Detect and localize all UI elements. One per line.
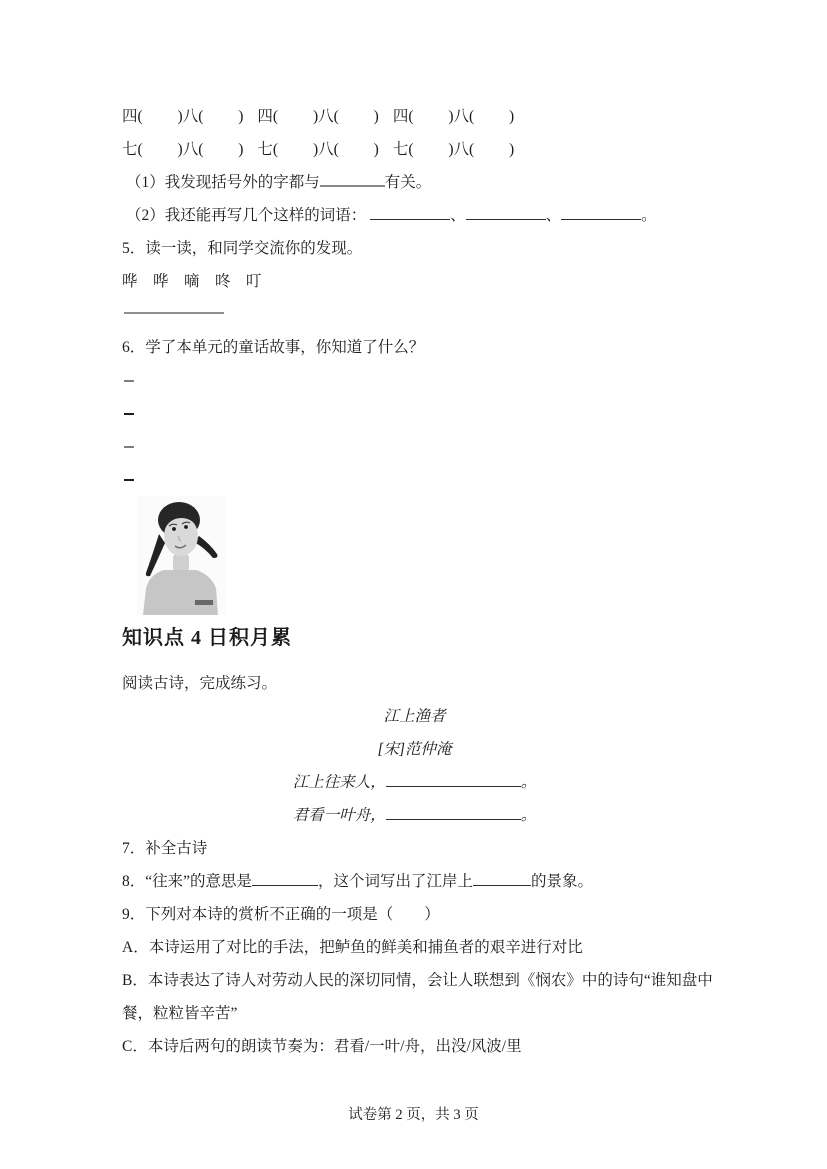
word-fill-group: 四( )八( ) [392,108,515,125]
question-6-prompt: 6．学了本单元的童话故事，你知道了什么？ [122,339,425,356]
poem-line-1 [122,766,707,799]
poem-title: 江上渔者 [383,708,446,725]
question-5-prompt: 5．读一读，和同学交流你的发现。 [122,240,363,257]
fill-blank [561,207,641,220]
word-fill-row-1 [122,100,739,133]
page-footer: 试卷第 2 页，共 3 页 [348,1107,479,1123]
question-7-prompt: 7．补全古诗 [122,840,208,857]
question-text: ，这个词写出了江岸上 [318,873,474,890]
fill-blank [386,774,521,787]
list-separator: 、 [545,207,562,224]
word-fill-group: 七( )八( ) [392,141,515,158]
question-9-prompt: 9．下列对本诗的赏析不正确的一项是（ ） [122,906,440,923]
answer-dash-row [122,463,739,496]
question-text: 的景象。 [531,873,594,890]
poem-text: 江上往来人， [292,774,386,791]
list-separator: 、 [450,207,466,224]
fill-blank [320,174,385,187]
word-fill-group: 四( )八( ) [257,108,379,125]
word-fill-group: 七( )八( ) [122,141,244,158]
word-fill-row-2 [122,133,739,166]
answer-underline [124,312,224,314]
sentence-period: 。 [520,807,537,824]
question-5-words: 哗 哗 嘀 咚 叮 [122,273,262,290]
answer-dash [124,380,134,382]
option-c: C．本诗后两句的朗读节奏为：君看/一叶/舟，出没/风波/里 [122,1038,522,1055]
answer-dash-row [122,430,739,463]
poem-text: 君看一叶舟， [292,807,386,824]
question-text: 8．“往来”的意思是 [122,873,253,890]
fill-blank [466,207,546,220]
answer-dash [124,446,134,448]
girl-photo [137,496,225,615]
answer-dash [124,413,134,415]
section-instruction: 阅读古诗，完成练习。 [122,675,278,692]
word-fill-group: 七( )八( ) [257,141,379,158]
question-text: （2）我还能再写几个这样的词语： [126,207,367,224]
answer-dash [124,479,134,481]
fill-blank [370,207,450,220]
sentence-period: 。 [520,774,537,791]
section-title: 知识点 4 日积月累 [122,627,292,649]
question-4-sub2 [122,199,739,232]
question-8-prompt [122,865,739,898]
poem-author: [宋]范仲淹 [377,741,452,758]
word-fill-group: 四( )八( ) [122,108,244,125]
question-text: 有关。 [384,174,432,191]
option-b: B．本诗表达了诗人对劳动人民的深切同情，会让人联想到《悯农》中的诗句“谁知盘中餐，粒粒皆辛苦” [122,972,713,1022]
answer-dash-row [122,397,739,430]
fill-blank [252,873,318,886]
fill-blank [473,873,531,886]
option-a: A．本诗运用了对比的手法，把鲈鱼的鲜美和捕鱼者的艰辛进行对比 [122,939,583,956]
question-5-answer-row [122,298,739,331]
question-4-sub1 [122,166,739,199]
poem-line-2 [122,799,707,832]
answer-dash-row [122,364,739,397]
sentence-period: 。 [641,207,657,224]
fill-blank [386,807,521,820]
question-text: （1）我发现括号外的字都与 [126,174,320,191]
poem-block [122,700,707,832]
